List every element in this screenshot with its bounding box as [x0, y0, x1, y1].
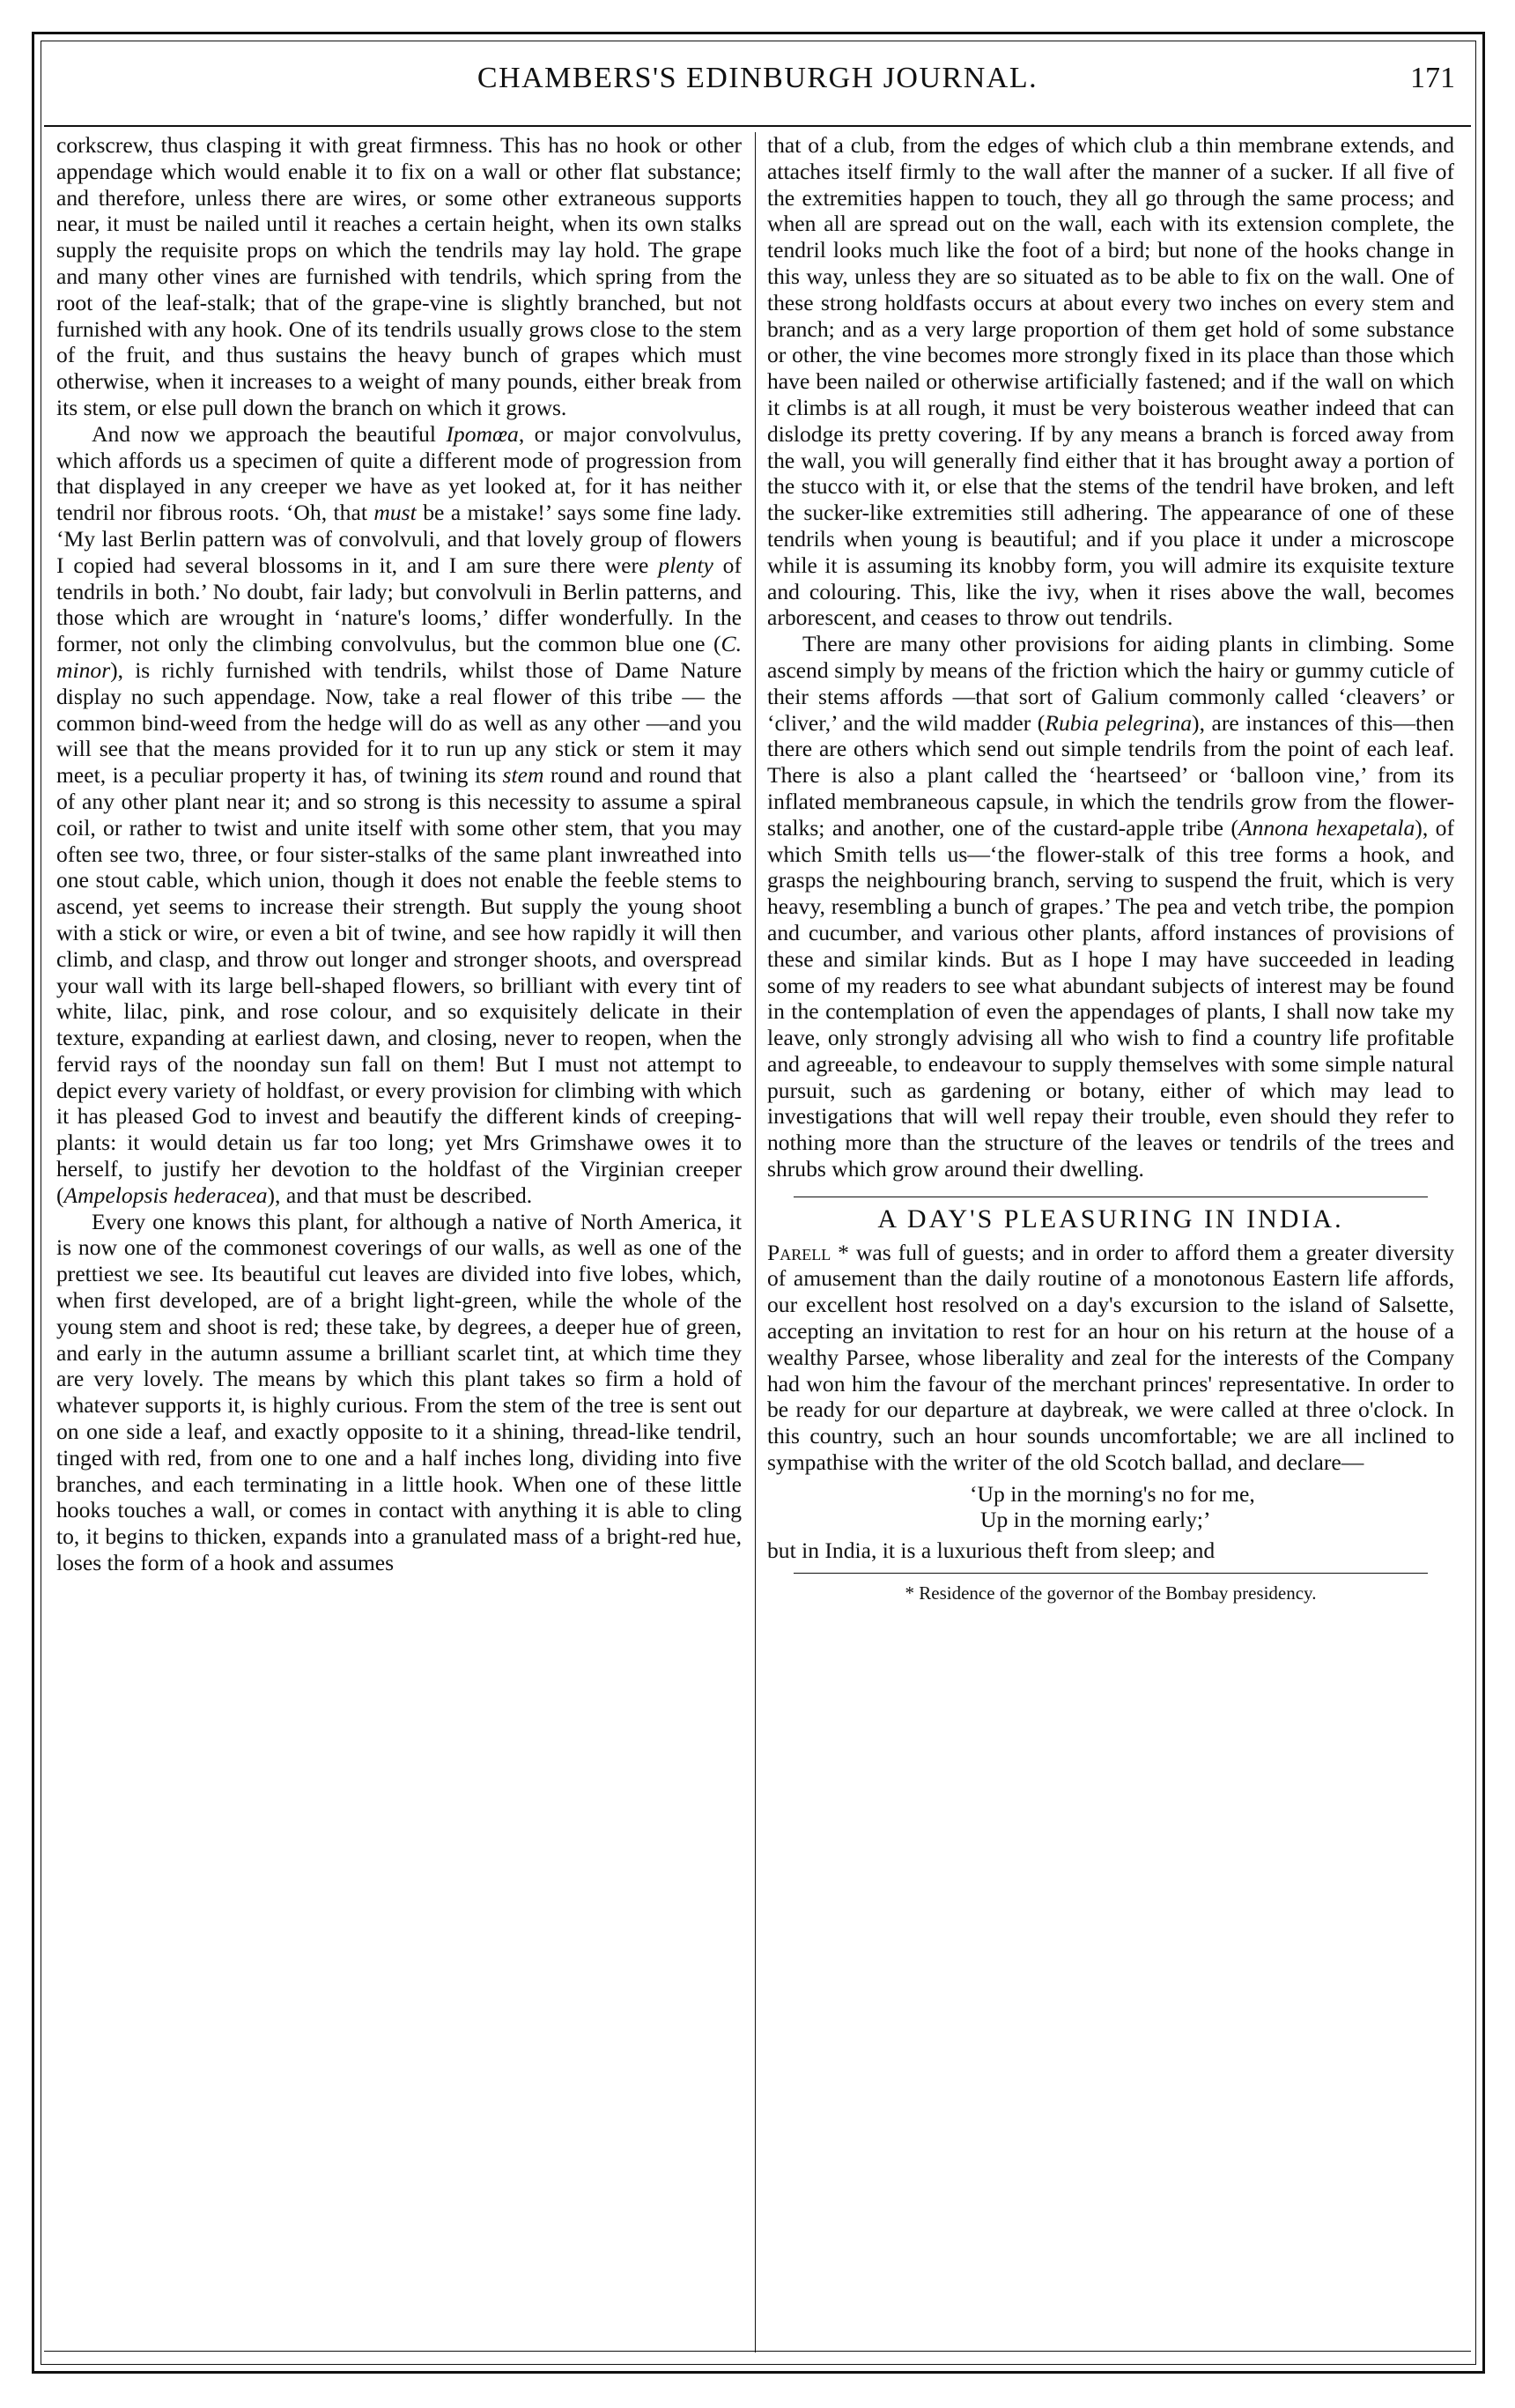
section-title: A DAY'S PLEASURING IN INDIA.	[877, 1204, 1344, 1234]
paragraph: There are many other provisions for aiding plants in climbing. Some ascend simply by means of the friction which the hairy or gummy cuticle of their stems affords —that sort of Galium commonly called ‘cleavers’ or ‘cliver,’ and the wild madder (Rubia pelegrina), are instances of this—then there are others which send out simple tendrils from the point of each leaf. There is also a plant called the ‘heartseed’ or ‘balloon vine,’ from its inflated membraneous capsule, in which the tendrils grow from the flower-stalks; and another, one of the custard-apple tribe (Annona hexapetala), of which Smith tells us—‘the flower-stalk of this tree forms a hook, and grasps the neighbouring branch, serving to suspend the fruit, which is very heavy, resembling a bunch of grapes.’ The pea and vetch tribe, the pompion and cucumber, and various other plants, afford instances of provisions of these and similar kinds. But as I hope I may have succeeded in leading some of my readers to see what abundant subjects of interest may be found in the contemplation of even the appendages of plants, I shall now take my leave, only strongly advising all who wish to find a country life profitable and agreeable, to endeavour to supply themselves with some simple natural pursuit, such as gardening or botany, either of which may lead to investigations that will well repay their trouble, even should they refer to nothing more than the structure of the leaves or tendrils of the trees and shrubs which grow around their dwelling.	[767, 631, 1455, 1182]
verse	[970, 1481, 1454, 1532]
paragraph: that of a club, from the edges of which club a thin membrane extends, and attaches itself firmly to the wall after the manner of a sucker. If all five of the extremities happen to touch, they all go through the same process; and when all are spread out on the wall, each with its extension complete, the tendril looks much like the foot of a bird; but none of the hooks change in this way, unless they are so situated as to be able to fix on the wall. One of these strong holdfasts occurs at about every two inches on every stem and branch; and as a very large proportion of them get hold of some substance or other, the vine becomes more strongly fixed in its place than those which have been nailed or otherwise artificially fastened; and if the wall on which it climbs is at all rough, it must be very boisterous weather indeed that can dislodge its pretty covering. If by any means a branch is forced away from the wall, you will generally find either that it has brought away a portion of the stucco with it, or else that the stems of the tendril have broken, and left the sucker-like extremities still adhering. The appearance of one of these tendrils when young is beautiful; and if you place it under a microscope while it is assuming its knobby form, you will admire its exquisite texture and colouring. This, like the ivy, when it rises above the wall, becomes arborescent, and ceases to throw out tendrils.	[767, 132, 1454, 631]
right-column	[767, 132, 1454, 1606]
header-rule	[44, 125, 1471, 127]
paragraph: Every one knows this plant, for although a native of North America, it is now one of the commonest coverings of our walls, as well as one of the prettiest we see. Its beautiful cut leaves are divided into five lobes, which, when first developed, are of a bright light-green, while the whole of the young stem and shoot is red; these take, by degrees, a deeper hue of green, and early in the autumn assume a brilliant scarlet tint, at which time they are very lovely. The means by which this plant takes so firm a hold of whatever supports it, is highly curious. From the stem of the tree is sent out on one side a leaf, and exactly opposite to it a shining, thread-like tendril, tinged with red, from one to one and a half inches long, dividing into five branches, and each terminating in a little hook. When one of these little hooks touches a wall, or comes in contact with anything it is able to cling to, it begins to thicken, expands into a granulated mass of a bright-red hue, loses the form of a hook and assumes	[56, 1208, 742, 1576]
verse-line: Up in the morning early;’	[980, 1506, 1211, 1532]
paragraph: Parell * was full of guests; and in order to afford them a greater diversity of amusement than the daily routine of a monotonous Eastern life affords, our excellent host resolved on a day's excursion to the island of Salsette, accepting an invitation to rest for an hour on his return at the house of a wealthy Parsee, whose liberality and zeal for the interests of the Company had won him the favour of the merchant princes' representative. In order to be ready for our departure at daybreak, we were called at three o'clock. In this country, such an hour sounds uncomfortable; we are all inclined to sympathise with the writer of the old Scotch ballad, and declare—	[767, 1239, 1454, 1476]
journal-title: CHAMBERS'S EDINBURGH JOURNAL.	[477, 62, 1038, 94]
paragraph: corkscrew, thus clasping it with great firmness. This has no hook or other appendage which would enable it to fix on a wall or other flat substance; and therefore, unless there are wires, or some other extraneous supports near, it must be nailed until it reaches a certain height, when its own stalks supply the requisite props on which the tendrils may lay hold. The grape and many other vines are furnished with tendrils, which spring from the root of the leaf-stalk; that of the grape-vine is slightly branched, but not furnished with any hook. One of its tendrils usually grows close to the stem of the fruit, and thus sustains the heavy bunch of grapes which must otherwise, when it increases to a weight of many pounds, either break from its stem, or else pull down the branch on which it grows.	[56, 132, 742, 420]
column-divider	[755, 132, 756, 2352]
footnote: * Residence of the governor of the Bombay presidency.	[905, 1582, 1317, 1604]
page-header	[44, 53, 1471, 116]
lead-word: Parell	[767, 1239, 831, 1265]
footnote-rule	[794, 1573, 1428, 1574]
page-number: 171	[1410, 62, 1455, 94]
verse-line: ‘Up in the morning's no for me,	[970, 1480, 1255, 1507]
paragraph: but in India, it is a luxurious theft from sleep; and	[767, 1537, 1216, 1563]
paragraph: And now we approach the beautiful Ipomœa, or major convolvulus, which affords us a specimen of quite a different mode of progression from that displayed in any creeper we have as yet looked at, for it has neither tendril nor fibrous roots. ‘Oh, that must be a mistake!’ says some fine lady. ‘My last Berlin pattern was of convolvuli, and that lovely group of flowers I copied had several blossoms in it, and I am sure there were plenty of tendrils in both.’ No doubt, fair lady; but convolvuli in Berlin patterns, and those which are wrought in ‘nature's looms,’ differ wonderfully. In the former, not only the climbing convolvulus, but the common blue one (C. minor), is richly furnished with tendrils, whilst those of Dame Nature display no such appendage. Now, take a real flower of this tribe — the common bind-weed from the hedge will do as well as any other —and you will see that the means provided for it to run up any stick or stem it may meet, is a peculiar property it has, of twining its stem round and round that of any other plant near it; and so strong is this necessity to assume a spiral coil, or rather to twist and unite itself with some other stem, that you may often see two, three, or four sister-stalks of the same plant inwreathed into one stout cable, which union, though it does not enable the feeble stems to ascend, yet seems to increase their strength. But supply the young shoot with a stick or wire, or even a bit of twine, and see how rapidly it will then climb, and clasp, and throw out longer and stronger shoots, and overspread your wall with its large bell-shaped flowers, so brilliant with every tint of white, lilac, pink, and rose colour, and so exquisitely delicate in their texture, expanding at earliest dawn, and closing, never to reopen, when the fervid rays of the noonday sun fall on them! But I must not attempt to depict every variety of holdfast, or every provision for climbing with which it has pleased God to invest and beautify the different kinds of creeping-plants: it would detain us far too long; yet Mrs Grimshawe owes it to herself, to justify her devotion to the holdfast of the Virginian creeper (Ampelopsis hederacea), and that must be described.	[56, 420, 742, 1208]
bottom-rule	[44, 2351, 1471, 2352]
left-column	[56, 132, 742, 1576]
